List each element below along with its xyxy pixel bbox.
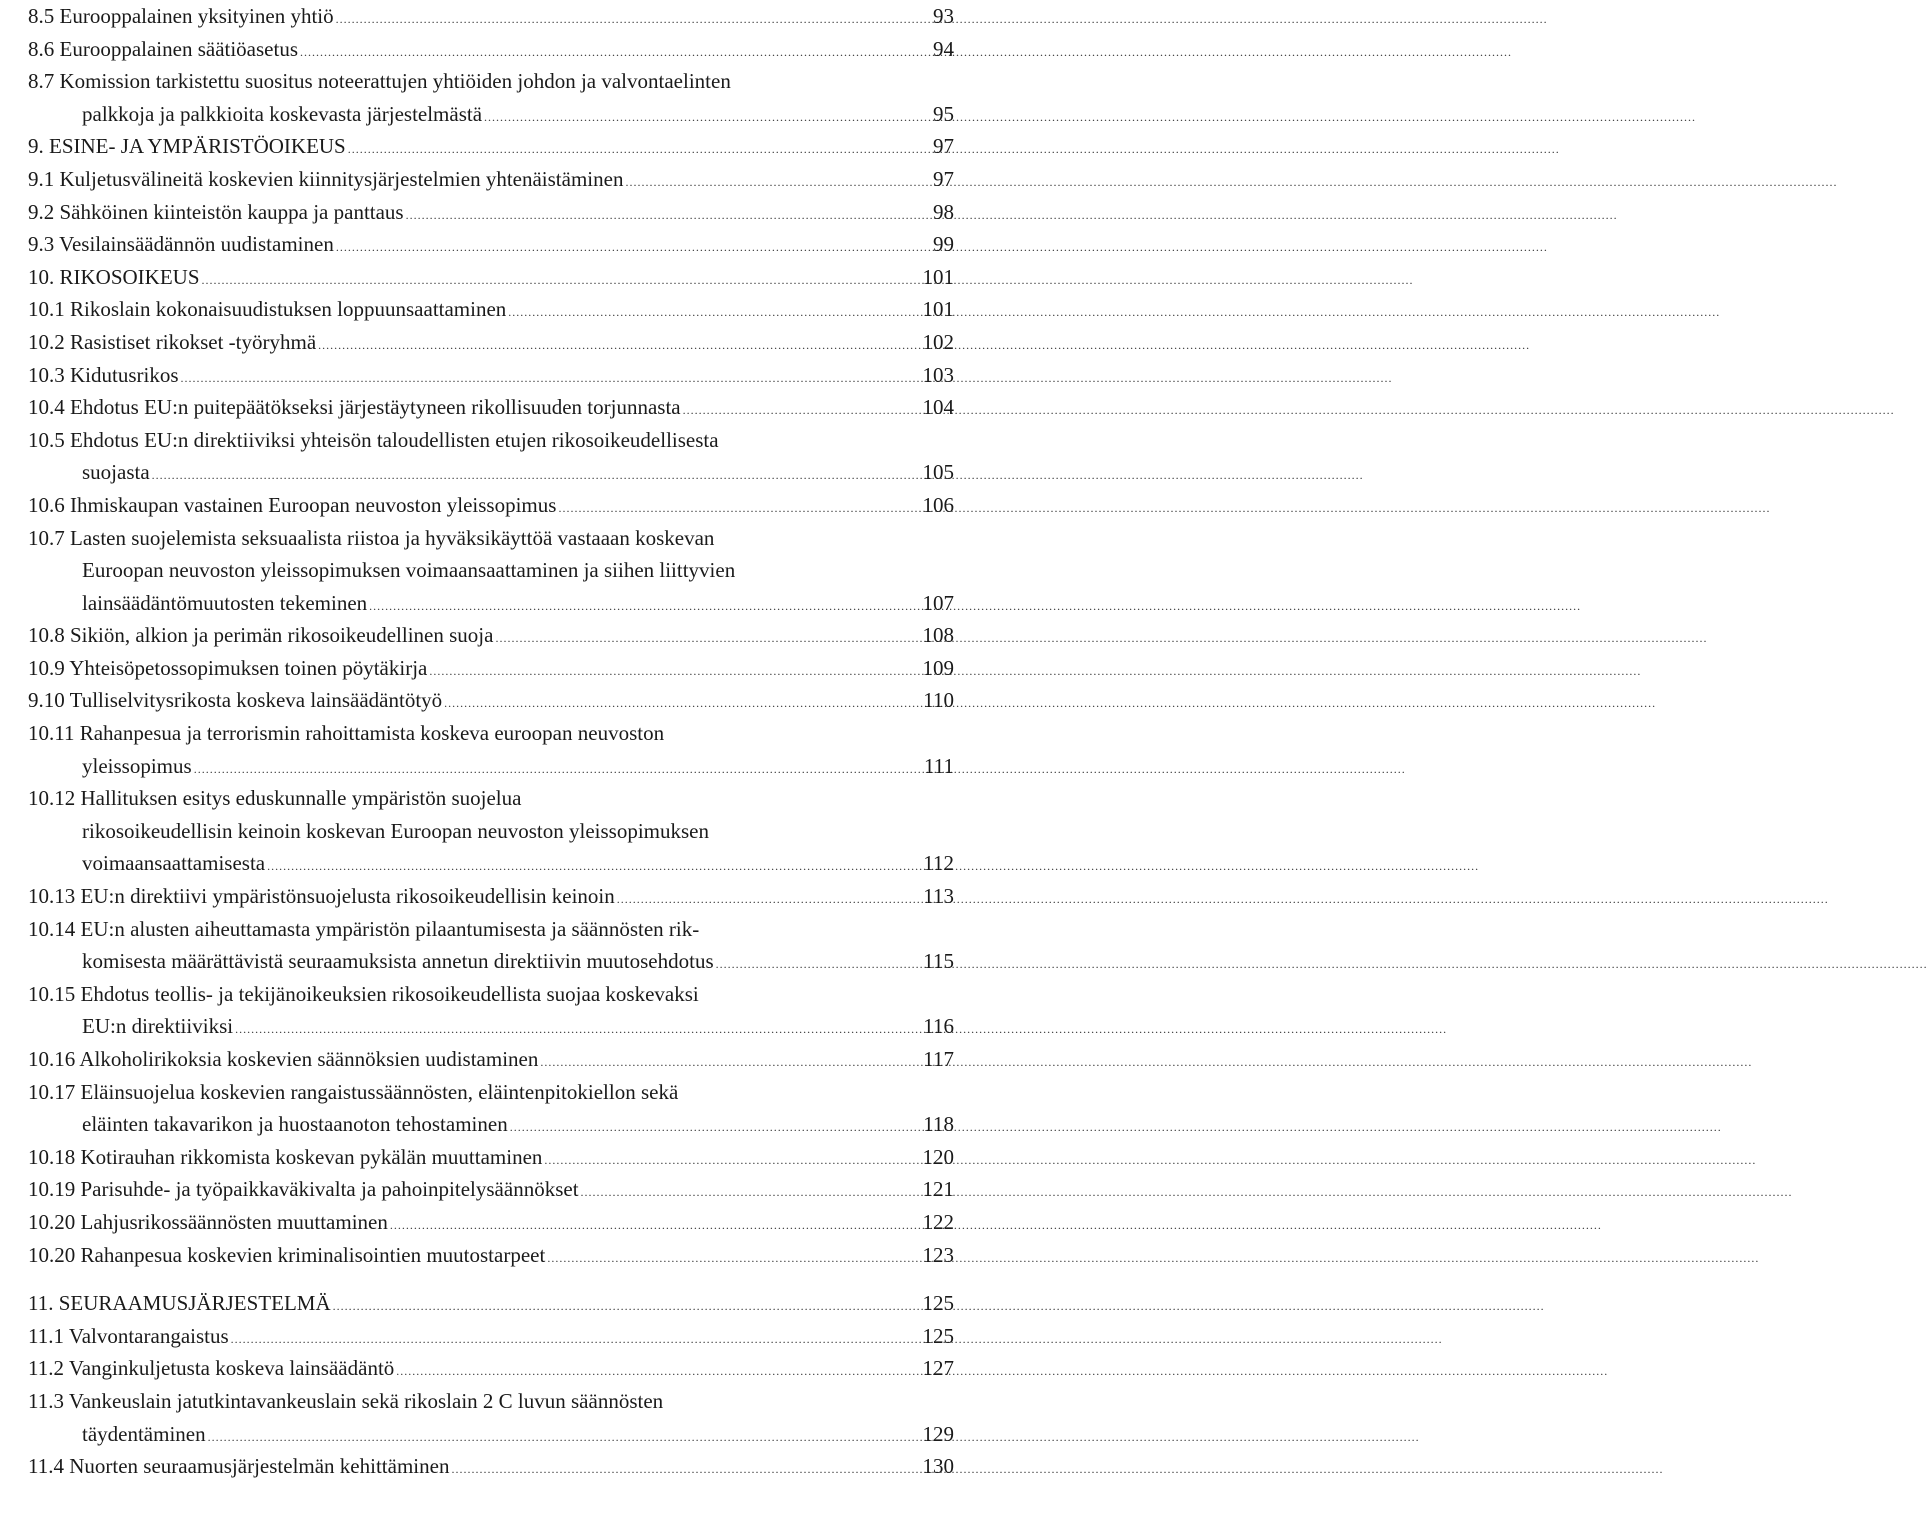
toc-entry-line [28, 424, 954, 457]
toc-entry-title: Yhteisöpetossopimuksen toinen pöytäkirja [69, 655, 428, 680]
table-of-contents [0, 0, 960, 1483]
toc-chapter-entry[interactable] [28, 130, 954, 163]
toc-entry-title: Ihmiskaupan vastainen Euroopan neuvoston yleissopimus [70, 492, 557, 517]
toc-entry[interactable] [28, 1206, 954, 1239]
toc-entry-title: yleissopimus [82, 753, 192, 778]
toc-entry[interactable] [28, 33, 954, 66]
toc-entry-number: 10.6 [28, 492, 65, 517]
toc-entry-title: rikosoikeudellisin keinoin koskevan Euroopan neuvoston yleissopimuksen [82, 818, 710, 843]
toc-entry-title: Alkoholirikoksia koskevien säännöksien uudistaminen [79, 1047, 539, 1071]
toc-entry-title: lainsäädäntömuutosten tekeminen [82, 590, 368, 615]
toc-page-number: 104 [922, 395, 954, 420]
toc-page-number: 111 [924, 753, 954, 778]
dot-leader [181, 362, 921, 395]
toc-entry-line [28, 1385, 954, 1418]
toc-entry-title: Eurooppalainen säätiöasetus [59, 36, 299, 61]
toc-entry-line [28, 33, 954, 66]
toc-entry-line [28, 359, 954, 392]
toc-entry-number: 10.16 [28, 1047, 76, 1071]
dot-leader [547, 1242, 920, 1275]
toc-entry-title: Rasistiset rikokset -työryhmä [70, 329, 317, 354]
toc-entry-title: Ehdotus teollis- ja tekijänoikeuksien rikosoikeudellista suojaa koskevaksi [80, 981, 699, 1006]
toc-entry[interactable] [28, 293, 954, 326]
toc-page-number: 98 [933, 199, 954, 224]
toc-entry-title: voimaansaattamisesta [82, 851, 266, 876]
toc-entry-line [28, 847, 954, 880]
dot-leader [336, 231, 931, 264]
toc-entry[interactable] [28, 1320, 954, 1353]
toc-entry-title: Eurooppalainen yksityinen yhtiö [59, 4, 334, 28]
dot-leader [495, 622, 920, 655]
dot-leader [484, 101, 931, 134]
toc-entry-title: Sähköinen kiinteistön kauppa ja panttaus [59, 199, 404, 224]
toc-chapter-entry[interactable] [28, 261, 954, 294]
toc-page-number: 127 [922, 1356, 954, 1381]
toc-entry-title: Tulliselvitysrikosta koskeva lainsäädäntötyö [69, 688, 443, 713]
toc-entry-number: 8.7 [28, 69, 55, 94]
toc-entry-title: Kuljetusvälineitä koskevien kiinnitysjärjestelmien yhtenäistäminen [59, 166, 624, 191]
toc-entry-number: 10.8 [28, 623, 65, 648]
toc-entry[interactable] [28, 684, 954, 717]
dot-leader [208, 1421, 921, 1454]
dot-leader [510, 1111, 922, 1144]
toc-page-number: 112 [923, 851, 954, 876]
dot-leader [369, 590, 920, 623]
toc-entry-number: 10.9 [28, 655, 65, 680]
toc-entry-number: 10.13 [28, 884, 76, 909]
toc-page-number: 130 [922, 1454, 954, 1479]
toc-entry-number: 10.20 [28, 1209, 76, 1234]
toc-entry-title: Vankeuslain jatutkintavankeuslain sekä rikoslain 2 C luvun säännösten [68, 1388, 664, 1413]
dot-leader [451, 1453, 920, 1486]
toc-entry-title: Parisuhde- ja työpaikkaväkivalta ja pahoinpitelysäännökset [80, 1177, 579, 1202]
toc-entry-title: Lasten suojelemista seksuaalista riistoa ja hyväksikäyttöä vastaaan koskevan [70, 525, 715, 550]
toc-entry-line [28, 489, 954, 522]
toc-entry-number: 9.10 [28, 688, 65, 713]
toc-entry-line [28, 1206, 954, 1239]
toc-page-number: 101 [922, 297, 954, 322]
toc-entry-number: 10.15 [28, 981, 76, 1006]
toc-entry-title: Hallituksen esitys eduskunnalle ympäristön suojelua [80, 786, 522, 811]
toc-entry-number: 11. [28, 1291, 54, 1316]
toc-page-number: 115 [923, 949, 954, 974]
toc-entry-number: 11.1 [28, 1323, 64, 1348]
dot-leader [444, 687, 921, 720]
toc-entry[interactable] [28, 0, 954, 33]
toc-entry[interactable] [28, 782, 954, 880]
toc-entry-number: 10.3 [28, 362, 65, 387]
toc-entry-line [28, 717, 954, 750]
toc-entry-title: EU:n alusten aiheuttamasta ympäristön pilaantumisesta ja säännösten rik- [80, 916, 700, 941]
toc-entry-line [28, 1450, 954, 1483]
dot-leader [348, 133, 931, 166]
toc-entry-title: Kotirauhan rikkomista koskevan pykälän muuttaminen [80, 1144, 543, 1169]
toc-entry[interactable] [28, 1352, 954, 1385]
dot-leader [625, 166, 931, 199]
toc-entry-title: Euroopan neuvoston yleissopimuksen voimaansaattaminen ja siihen liittyvien [82, 558, 736, 583]
toc-entry-line [28, 65, 954, 98]
dot-leader [544, 1144, 920, 1177]
toc-chapter-entry[interactable] [28, 1287, 954, 1320]
toc-entry[interactable] [28, 652, 954, 685]
toc-page-number: 97 [933, 134, 954, 159]
toc-entry[interactable] [28, 196, 954, 229]
toc-entry[interactable] [28, 1043, 954, 1076]
toc-entry-line [28, 1239, 954, 1272]
toc-entry-number: 11.4 [28, 1454, 64, 1479]
toc-entry-number: 10.1 [28, 297, 65, 322]
toc-entry-line [28, 684, 954, 717]
toc-entry-title: Rahanpesua ja terrorismin rahoittamista koskeva euroopan neuvoston [79, 721, 665, 746]
toc-entry-line [28, 0, 954, 33]
toc-page-number: 120 [922, 1144, 954, 1169]
toc-entry[interactable] [28, 391, 954, 424]
toc-page-number: 123 [922, 1242, 954, 1267]
toc-entry-number: 10.4 [28, 395, 65, 420]
dot-leader [581, 1176, 921, 1209]
toc-entry-line [28, 652, 954, 685]
toc-entry-line [28, 456, 954, 489]
toc-entry-line [28, 978, 954, 1011]
dot-leader [617, 883, 921, 916]
toc-page-number: 101 [922, 264, 954, 289]
toc-entry-line [28, 782, 954, 815]
toc-entry[interactable] [28, 1141, 954, 1174]
toc-entry-number: 10.11 [28, 721, 75, 746]
toc-page-number: 125 [922, 1291, 954, 1316]
toc-page-number: 107 [922, 590, 954, 615]
toc-page-number: 118 [923, 1112, 954, 1137]
toc-entry[interactable] [28, 522, 954, 620]
toc-entry-number: 8.5 [28, 4, 55, 28]
dot-leader [508, 296, 920, 329]
toc-entry-title: Rahanpesua koskevien kriminalisointien muutostarpeet [80, 1242, 546, 1267]
toc-page-number: 125 [922, 1323, 954, 1348]
dot-leader [558, 492, 920, 525]
toc-entry-line [28, 1108, 954, 1141]
toc-entry-number: 10.5 [28, 427, 65, 452]
toc-page-number: 116 [923, 1014, 954, 1039]
toc-entry-title: Sikiön, alkion ja perimän rikosoikeudellinen suoja [70, 623, 494, 648]
toc-entry-title: Vanginkuljetusta koskeva lainsäädäntö [68, 1356, 395, 1381]
toc-entry-line [28, 554, 954, 587]
toc-entry[interactable] [28, 1173, 954, 1206]
toc-entry-number: 9.1 [28, 166, 55, 191]
toc-page-number: 109 [922, 655, 954, 680]
toc-entry-line [28, 880, 954, 913]
toc-entry[interactable] [28, 228, 954, 261]
toc-entry[interactable] [28, 913, 954, 978]
toc-entry-line [28, 130, 954, 163]
toc-entry-line [28, 522, 954, 555]
toc-entry-line [28, 619, 954, 652]
toc-entry-title: Lahjusrikossäännösten muuttaminen [80, 1209, 388, 1234]
toc-entry-line [28, 913, 954, 946]
toc-page-number: 95 [933, 101, 954, 126]
toc-entry-title: eläinten takavarikon ja huostaanoton tehostaminen [82, 1112, 508, 1137]
toc-entry-line [28, 1043, 954, 1076]
toc-page-number: 102 [922, 329, 954, 354]
toc-page-number: 121 [922, 1177, 954, 1202]
toc-entry[interactable] [28, 717, 954, 782]
toc-entry[interactable] [28, 978, 954, 1043]
toc-page-number: 122 [922, 1209, 954, 1234]
toc-entry[interactable] [28, 619, 954, 652]
toc-entry-title: komisesta määrättävistä seuraamuksista annetun direktiivin muutosehdotus [82, 949, 714, 974]
toc-entry-line [28, 1141, 954, 1174]
toc-entry-title: Ehdotus EU:n direktiiviksi yhteisön taloudellisten etujen rikosoikeudellisesta [70, 427, 719, 452]
toc-entry-number: 10.20 [28, 1242, 76, 1267]
toc-entry-number: 10.19 [28, 1177, 76, 1202]
toc-entry[interactable] [28, 65, 954, 130]
toc-entry-line [28, 98, 954, 131]
dot-leader [267, 850, 921, 883]
toc-entry-title: Ehdotus EU:n puitepäätökseksi järjestäytyneen rikollisuuden torjunnasta [70, 395, 681, 420]
toc-entry-line [28, 587, 954, 620]
toc-page-number: 110 [923, 688, 954, 713]
toc-entry[interactable] [28, 489, 954, 522]
toc-page-number: 113 [923, 884, 954, 909]
toc-entry[interactable] [28, 1076, 954, 1141]
dot-leader [336, 3, 931, 36]
dot-leader [716, 948, 922, 981]
toc-entry-line [28, 293, 954, 326]
toc-entry-number: 9. [28, 134, 44, 159]
dot-leader [390, 1209, 921, 1242]
toc-entry-title: palkkoja ja palkkioita koskevasta järjestelmästä [82, 101, 483, 126]
toc-page-number: 94 [933, 36, 954, 61]
dot-leader [540, 1046, 921, 1079]
toc-entry-title: Rikoslain kokonaisuudistuksen loppuunsaattaminen [70, 297, 507, 322]
toc-entry-title: RIKOSOIKEUS [59, 264, 200, 289]
dot-leader [152, 459, 921, 492]
toc-entry-number: 9.2 [28, 199, 55, 224]
toc-entry-number: 10.12 [28, 786, 76, 811]
toc-entry-title: EU:n direktiiviksi [82, 1014, 234, 1039]
dot-leader [202, 264, 921, 297]
toc-entry-line [28, 815, 954, 848]
toc-page-number: 108 [922, 623, 954, 648]
toc-entry-number: 10.7 [28, 525, 65, 550]
toc-entry-number: 11.3 [28, 1388, 64, 1413]
toc-entry-line [28, 1173, 954, 1206]
toc-entry-number: 9.3 [28, 232, 55, 257]
toc-entry[interactable] [28, 359, 954, 392]
toc-entry-title: Kidutusrikos [70, 362, 179, 387]
dot-leader [429, 655, 920, 688]
toc-entry-title: EU:n direktiivi ympäristönsuojelusta rikosoikeudellisin keinoin [80, 884, 615, 909]
toc-entry-line [28, 391, 954, 424]
toc-entry-line [28, 1352, 954, 1385]
dot-leader [396, 1355, 920, 1388]
toc-entry[interactable] [28, 163, 954, 196]
toc-entry-number: 11.2 [28, 1356, 64, 1381]
toc-page-number: 93 [933, 4, 954, 28]
toc-entry[interactable] [28, 1450, 954, 1483]
toc-entry-line [28, 326, 954, 359]
toc-page-number: 117 [923, 1047, 954, 1071]
dot-leader [194, 753, 922, 786]
toc-entry-number: 10.14 [28, 916, 76, 941]
toc-entry-line [28, 750, 954, 783]
toc-entry-number: 10.17 [28, 1079, 76, 1104]
toc-entry-title: ESINE- JA YMPÄRISTÖOIKEUS [49, 134, 346, 159]
dot-leader [235, 1013, 921, 1046]
toc-page-number: 99 [933, 232, 954, 257]
toc-entry-title: täydentäminen [82, 1421, 206, 1446]
toc-entry-line [28, 163, 954, 196]
toc-entry-title: Nuorten seuraamusjärjestelmän kehittäminen [69, 1454, 450, 1479]
toc-entry-title: Valvontarangaistus [68, 1323, 229, 1348]
toc-entry-title: Komission tarkistettu suositus noteerattujen yhtiöiden johdon ja valvontaelinten [59, 69, 731, 94]
toc-entry[interactable] [28, 326, 954, 359]
toc-entry-number: 10.18 [28, 1144, 76, 1169]
dot-leader [406, 199, 931, 232]
toc-entry[interactable] [28, 1239, 954, 1272]
toc-page-number: 129 [922, 1421, 954, 1446]
toc-entry-title: SEURAAMUSJÄRJESTELMÄ [58, 1291, 331, 1316]
toc-entry-line [28, 1076, 954, 1109]
toc-entry[interactable] [28, 424, 954, 489]
toc-page-number: 105 [922, 460, 954, 485]
toc-entry-title: Eläinsuojelua koskevien rangaistussäännösten, eläintenpitokiellon sekä [80, 1079, 679, 1104]
toc-entry-title: suojasta [82, 460, 150, 485]
dot-leader [318, 329, 920, 362]
toc-entry-line [28, 1320, 954, 1353]
dot-leader [231, 1323, 921, 1356]
toc-entry[interactable] [28, 880, 954, 913]
dot-leader [300, 36, 931, 69]
toc-entry-line [28, 1287, 954, 1320]
toc-entry-number: 8.6 [28, 36, 55, 61]
toc-entry[interactable] [28, 1385, 954, 1450]
toc-entry-title: Vesilainsäädännön uudistaminen [59, 232, 334, 257]
toc-entry-number: 10. [28, 264, 55, 289]
dot-leader [333, 1290, 921, 1323]
toc-page-number: 106 [922, 492, 954, 517]
toc-entry-line [28, 1010, 954, 1043]
toc-entry-number: 10.2 [28, 329, 65, 354]
toc-entry-line [28, 261, 954, 294]
toc-page-number: 103 [922, 362, 954, 387]
dot-leader [683, 394, 921, 427]
toc-entry-line [28, 1418, 954, 1451]
toc-page-number: 97 [933, 166, 954, 191]
toc-entry-line [28, 945, 954, 978]
toc-entry-line [28, 228, 954, 261]
toc-entry-line [28, 196, 954, 229]
